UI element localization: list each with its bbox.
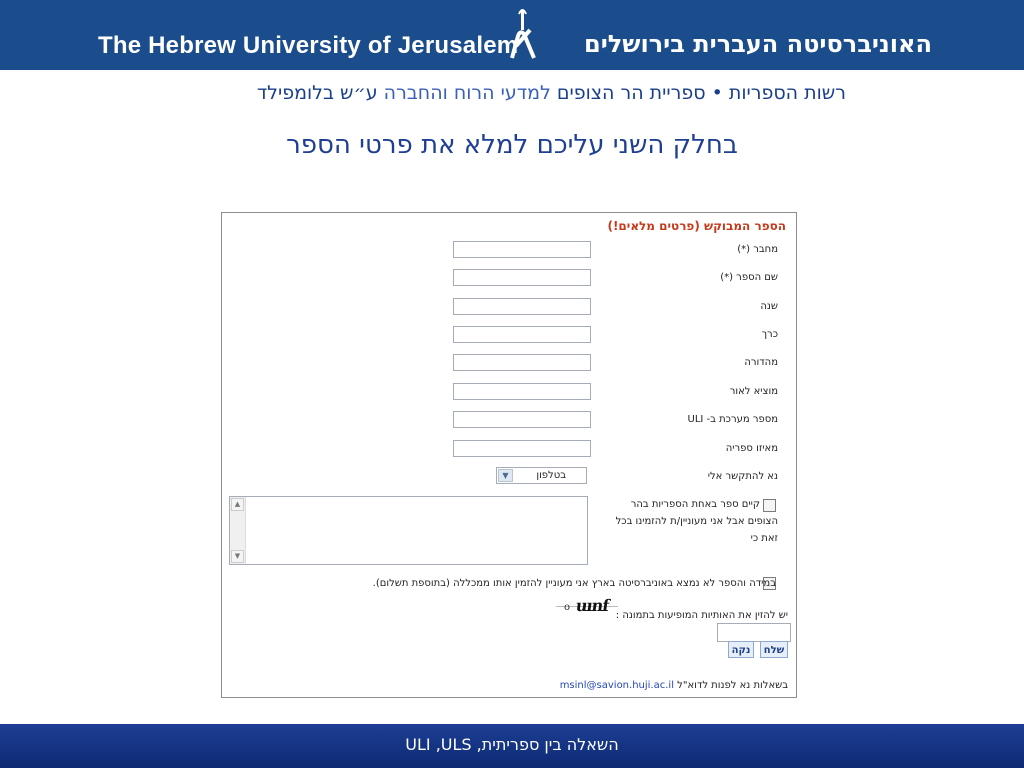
- author-input[interactable]: [453, 241, 591, 258]
- publisher-input[interactable]: [453, 383, 591, 400]
- bottom-bar-text: השאלה בין ספריתית, ULI ,ULS: [405, 735, 619, 754]
- top-banner: [0, 0, 1024, 70]
- textarea-scrollbar[interactable]: [230, 497, 246, 564]
- university-seal-icon: [508, 6, 538, 66]
- edition-input[interactable]: [453, 354, 591, 371]
- captcha-letters: uınf: [574, 596, 610, 615]
- book-request-form: [221, 212, 797, 698]
- haretz-library-checkbox-label: [588, 496, 778, 547]
- edition-label: מהדורה: [744, 357, 778, 368]
- subheader-part-1: רשות הספריות • ספריית הר הצופים: [556, 82, 846, 104]
- contact-method-label: נא להתקשר אלי: [707, 471, 778, 482]
- slide-title: בחלק השני עליכם למלא את פרטי הספר: [286, 130, 738, 160]
- haretz-line-3: זאת כי: [750, 533, 778, 544]
- contact-email-link[interactable]: msinl@savion.huji.ac.il: [559, 680, 674, 691]
- reason-textarea[interactable]: [229, 496, 588, 565]
- scroll-down-icon[interactable]: ▼: [231, 550, 244, 563]
- haretz-line-2: הצופים אבל אני מעוניין/ת להזמינו בכל: [615, 516, 778, 527]
- clear-button[interactable]: נקה: [728, 641, 754, 658]
- hebrew-university-name: האוניברסיטה העברית בירושלים: [583, 30, 932, 58]
- uli-system-number-label: מספר מערכת ב- ULI: [687, 414, 778, 425]
- author-label: מחבר (*): [737, 244, 778, 255]
- volume-input[interactable]: [453, 326, 591, 343]
- contact-method-value: בטלפון: [536, 470, 566, 481]
- haretz-line-1: קיים ספר באחת הספריות בהר: [630, 499, 760, 510]
- captcha-image: [556, 596, 618, 620]
- contact-footer-text: בשאלות נא לפנות לדוא"ל: [677, 680, 788, 691]
- subheader-part-3: ע״ש בלומפילד: [256, 82, 378, 104]
- title-label: שם הספר (*): [720, 272, 778, 283]
- book-title-input[interactable]: [453, 269, 591, 286]
- publisher-label: מוציא לאור: [729, 386, 778, 397]
- captcha-prefix: o: [564, 602, 571, 613]
- volume-label: כרך: [761, 329, 778, 340]
- abroad-order-label: במידה והספר לא נמצא באוניברסיטה בארץ אני מעוניין להזמין אותו ממכללה (בתוספת תשלום).: [372, 578, 776, 589]
- scroll-up-icon[interactable]: ▲: [231, 498, 244, 511]
- contact-footer: [560, 680, 788, 691]
- captcha-label: יש להזין את האותיות המופיעות בתמונה :: [615, 610, 788, 621]
- year-label: שנה: [760, 301, 778, 312]
- bottom-bar: [0, 724, 1024, 768]
- contact-method-select[interactable]: [496, 467, 587, 484]
- send-button[interactable]: שלח: [760, 641, 788, 658]
- year-input[interactable]: [453, 298, 591, 315]
- library-label: מאיזו ספריה: [725, 443, 778, 454]
- library-input[interactable]: [453, 440, 591, 457]
- captcha-input[interactable]: [717, 623, 791, 642]
- uli-system-number-input[interactable]: [453, 411, 591, 428]
- english-university-name: The Hebrew University of Jerusalem: [98, 32, 519, 59]
- subheader-part-2: למדעי הרוח והחברה: [383, 82, 551, 104]
- form-heading: הספר המבוקש (פרטים מלאים!): [607, 219, 786, 233]
- chevron-down-icon[interactable]: ▼: [498, 469, 513, 482]
- library-subheader: [178, 82, 846, 104]
